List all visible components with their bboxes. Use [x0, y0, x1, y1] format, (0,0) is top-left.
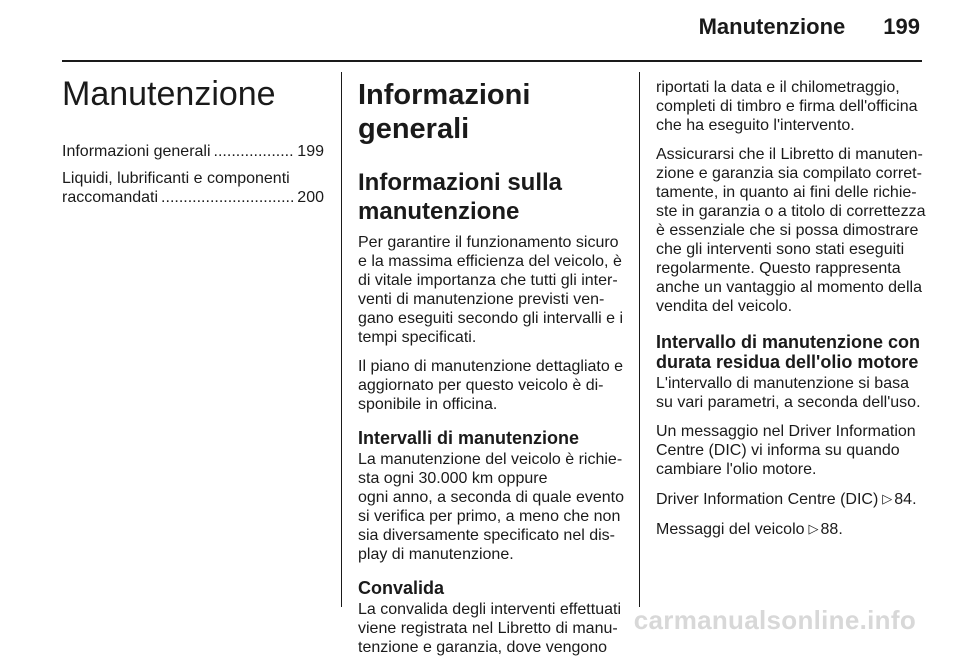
column-divider-2 [639, 72, 640, 607]
toc-entry-page: 199 [297, 143, 324, 160]
minor-heading: Intervallo di manutenzione con durata residua dell'olio motore [656, 332, 921, 372]
column-toc [62, 74, 327, 207]
toc-entry-1[interactable] [62, 142, 324, 161]
cross-reference[interactable]: Driver Information Centre (DIC) ▷ 84. [656, 491, 917, 508]
watermark: carmanualsonline.info [633, 605, 916, 635]
paragraph: Un messaggio nel Driver Information Centre (DIC) vi informa su quando cambiare l'olio motore. [656, 423, 916, 478]
minor-heading: Intervalli di manutenzione [358, 428, 580, 448]
column-general-info [358, 74, 626, 657]
toc-leader [161, 188, 294, 207]
subsection-heading: Informazioni sulla manutenzione [358, 169, 563, 225]
paragraph: riportati la data e il chilometraggio, completi di timbro e firma dell'officina che ha eseguito l'intervento. [656, 79, 918, 134]
cross-reference[interactable]: Messaggi del veicolo ▷ 88. [656, 521, 843, 538]
page-number: 199 [883, 14, 920, 39]
paragraph: L'intervallo di manutenzione si basa su vari parametri, a seconda dell'uso. [656, 375, 921, 411]
header-rule [62, 60, 922, 62]
page-reference-arrow-icon: ▷ [808, 521, 819, 536]
page-reference-arrow-icon: ▷ [882, 491, 893, 506]
paragraph: La manutenzione del veicolo è richie- sta ogni 30.000 km oppure ogni anno, a seconda di quale evento si verifica per primo, a meno che non sia diversamente specificato nel dis- play di manutenzione. [358, 451, 624, 563]
paragraph: Assicurarsi che il Libretto di manuten- zione e garanzia sia compilato corret- tamente, in quanto ai fini delle richie- ste in garanzia o a titolo di correttezza è essenziale che si possa dimostrare che gli interventi sono stati eseguiti regolarmente. Questo rappresenta anche un vantaggio al momento della vendita del veicolo. [656, 146, 926, 315]
toc-entry-label: Informazioni generali [62, 143, 211, 160]
minor-heading: Convalida [358, 578, 445, 598]
paragraph: La convalida degli interventi effettuati viene registrata nel Libretto di manu- tenzione e garanzia, dove vengono [358, 601, 621, 656]
section-heading: Informazioni generali [358, 79, 531, 145]
chapter-title: Manutenzione [62, 75, 276, 113]
running-header [699, 14, 920, 40]
column-divider-1 [341, 72, 342, 607]
paragraph: Il piano di manutenzione dettagliato e aggiornato per questo veicolo è di- sponibile in officina. [358, 358, 624, 413]
toc-entry-page: 200 [297, 189, 324, 206]
column-validation-cont [656, 78, 924, 549]
toc-leader [214, 142, 295, 161]
toc-entry-label: Liquidi, lubrificanti e componenti [62, 170, 290, 187]
paragraph: Per garantire il funzionamento sicuro e la massima efficienza del veicolo, è di vitale importanza che tutti gli inter- venti di manutenzione previsti ven- gano eseguiti secondo gli intervalli e i tempi specificati. [358, 234, 624, 346]
toc-entry-label-cont: raccomandati [62, 189, 159, 206]
header-title: Manutenzione [698, 14, 846, 39]
toc-entry-2[interactable] [62, 169, 327, 207]
